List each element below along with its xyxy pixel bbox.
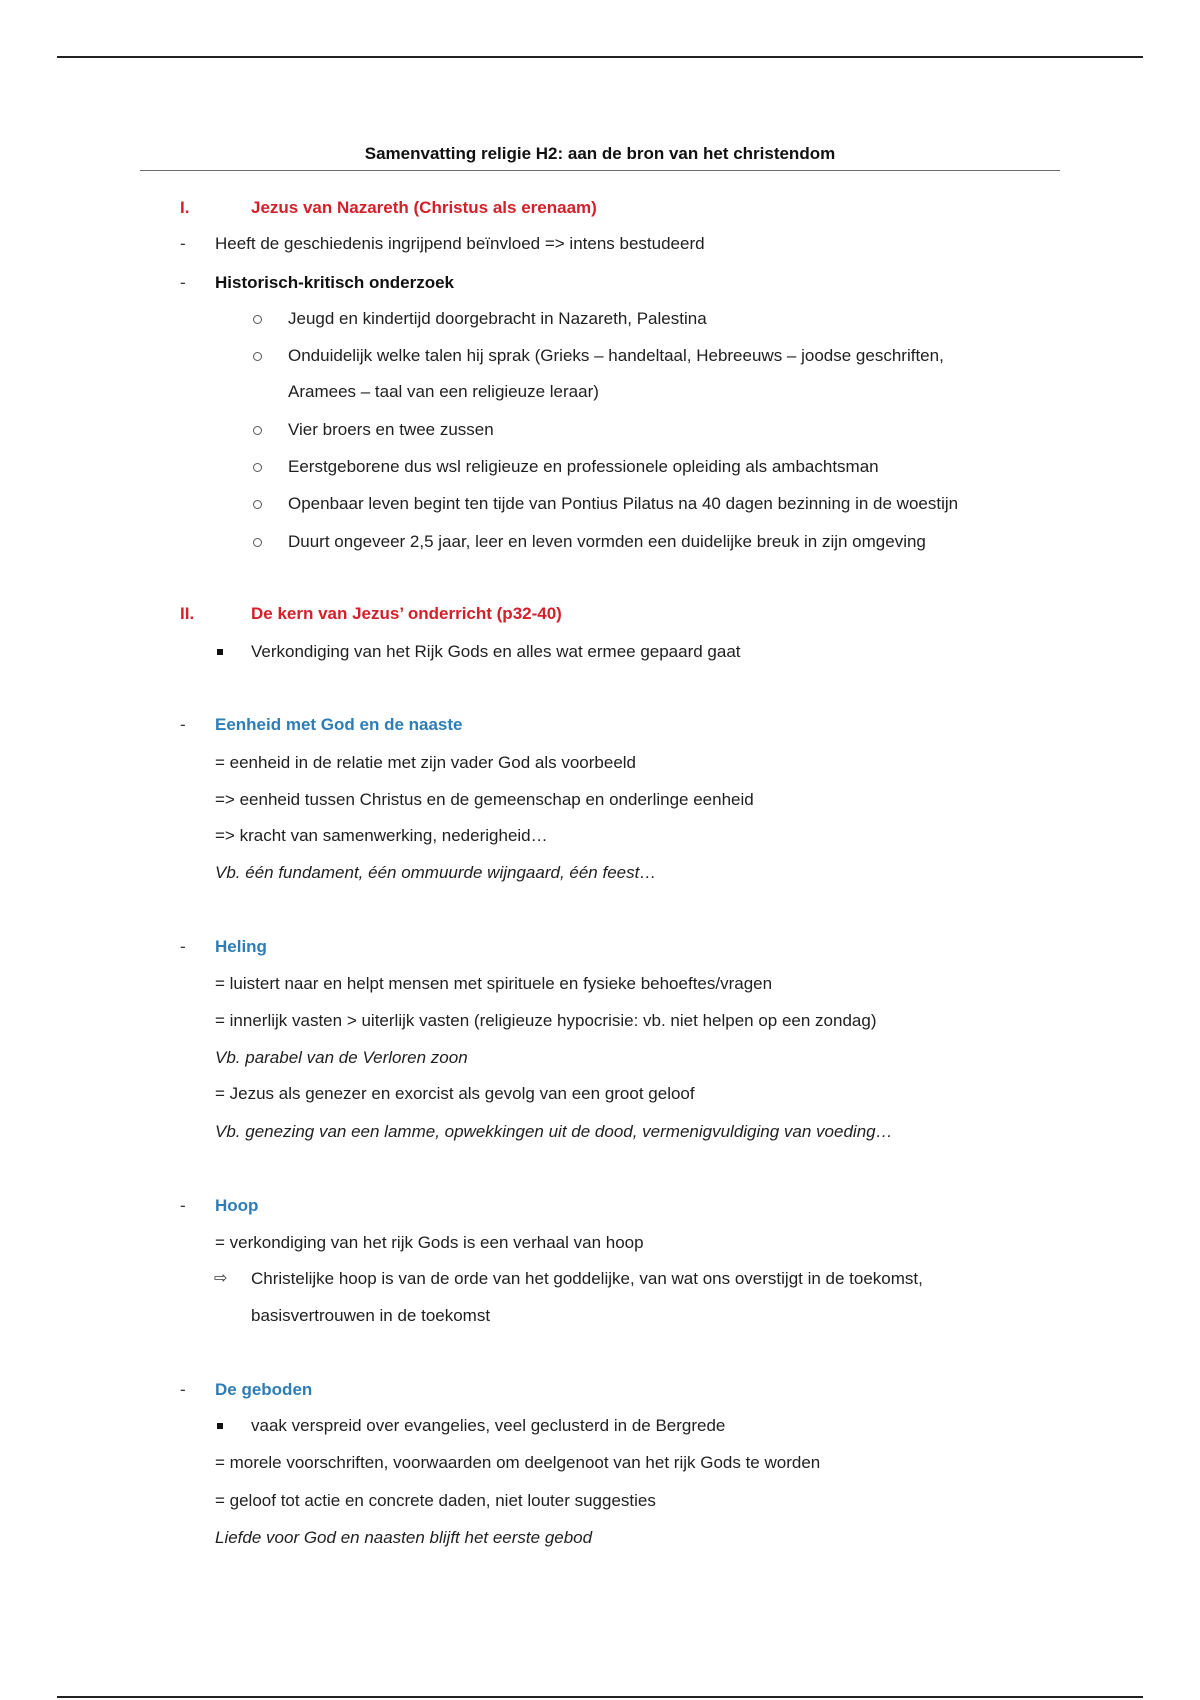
dash-bullet: - [180, 234, 186, 253]
section-2-heading: De kern van Jezus’ onderricht (p32-40) [251, 604, 562, 623]
circle-bullet-icon [253, 500, 262, 509]
page-top-rule [57, 56, 1143, 58]
heling-line: = Jezus als genezer en exorcist als gevolg van een groot geloof [215, 1084, 695, 1103]
geboden-bullet: vaak verspreid over evangelies, veel geclusterd in de Bergrede [251, 1416, 726, 1435]
dash-bullet: - [180, 715, 186, 734]
geboden-line: = geloof tot actie en concrete daden, niet louter suggesties [215, 1491, 656, 1510]
circle-bullet-icon [253, 315, 262, 324]
title-underline [140, 170, 1060, 171]
heling-example: Vb. genezing van een lamme, opwekkingen uit de dood, vermenigvuldiging van voeding… [215, 1122, 893, 1141]
circle-bullet-icon [253, 426, 262, 435]
circle-bullet-icon [253, 538, 262, 547]
hoop-arrow-line: Christelijke hoop is van de orde van het goddelijke, van wat ons overstijgt in de toekomst, [251, 1269, 923, 1288]
eenheid-line: => kracht van samenwerking, nederigheid… [215, 826, 548, 845]
heling-line: = innerlijk vasten > uiterlijk vasten (religieuze hypocrisie: vb. niet helpen op een zondag) [215, 1011, 877, 1030]
subitem-continuation: Aramees – taal van een religieuze leraar) [288, 382, 599, 401]
heling-heading: Heling [215, 937, 267, 956]
subitem: Eerstgeborene dus wsl religieuze en professionele opleiding als ambachtsman [288, 457, 879, 476]
hoop-arrow-line: basisvertrouwen in de toekomst [251, 1306, 491, 1325]
subitem: Jeugd en kindertijd doorgebracht in Nazareth, Palestina [288, 309, 707, 328]
square-bullet-icon [217, 1423, 223, 1429]
dash-bullet: - [180, 937, 186, 956]
eenheid-line: => eenheid tussen Christus en de gemeenschap en onderlinge eenheid [215, 790, 754, 809]
geboden-heading: De geboden [215, 1380, 313, 1399]
section-1-item-1: Heeft de geschiedenis ingrijpend beïnvloed => intens bestudeerd [215, 234, 705, 253]
dash-bullet: - [180, 1380, 186, 1399]
heling-example: Vb. parabel van de Verloren zoon [215, 1048, 468, 1067]
eenheid-example: Vb. één fundament, één ommuurde wijngaard, één feest… [215, 863, 657, 882]
hoop-line: = verkondiging van het rijk Gods is een verhaal van hoop [215, 1233, 644, 1252]
circle-bullet-icon [253, 463, 262, 472]
subitem: Vier broers en twee zussen [288, 420, 494, 439]
geboden-line: = morele voorschriften, voorwaarden om deelgenoot van het rijk Gods te worden [215, 1453, 821, 1472]
section-2-bullet: Verkondiging van het Rijk Gods en alles wat ermee gepaard gaat [251, 642, 741, 661]
hoop-heading: Hoop [215, 1196, 259, 1215]
subitem: Openbaar leven begint ten tijde van Pontius Pilatus na 40 dagen bezinning in de woestijn [288, 494, 959, 513]
circle-bullet-icon [253, 352, 262, 361]
eenheid-heading: Eenheid met God en de naaste [215, 715, 463, 734]
page-bottom-rule [57, 1696, 1143, 1698]
section-1-numeral: I. [180, 198, 190, 217]
geboden-closing: Liefde voor God en naasten blijft het eerste gebod [215, 1528, 593, 1547]
document-title: Samenvatting religie H2: aan de bron van het christendom [364, 144, 836, 163]
subitem: Onduidelijk welke talen hij sprak (Grieks – handeltaal, Hebreeuws – joodse geschriften, [288, 346, 944, 365]
heling-line: = luistert naar en helpt mensen met spirituele en fysieke behoeftes/vragen [215, 974, 773, 993]
dash-bullet: - [180, 273, 186, 292]
right-arrow-icon: ⇨ [214, 1270, 228, 1287]
section-2-numeral: II. [180, 604, 195, 623]
square-bullet-icon [217, 649, 223, 655]
section-1-heading: Jezus van Nazareth (Christus als erenaam) [251, 198, 597, 217]
subitem: Duurt ongeveer 2,5 jaar, leer en leven vormden een duidelijke breuk in zijn omgeving [288, 532, 926, 551]
dash-bullet: - [180, 1196, 186, 1215]
eenheid-line: = eenheid in de relatie met zijn vader God als voorbeeld [215, 753, 637, 772]
section-1-item-2: Historisch-kritisch onderzoek [215, 273, 455, 292]
